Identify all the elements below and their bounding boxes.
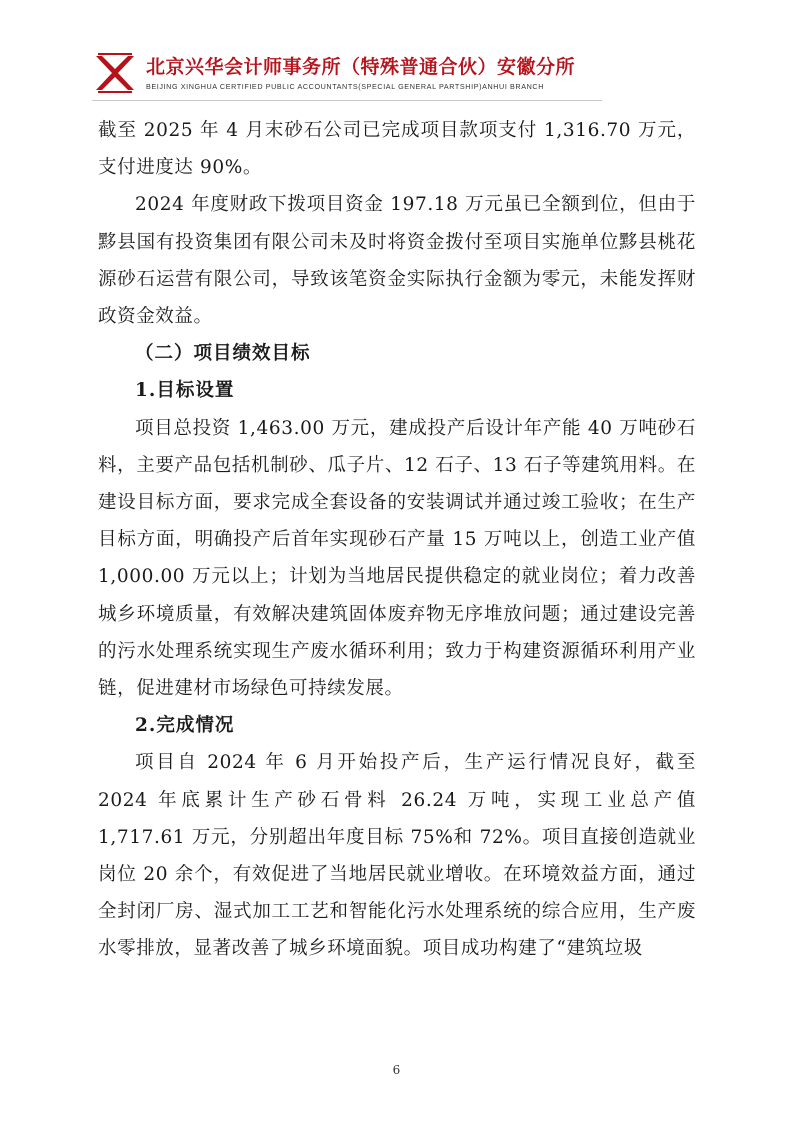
paragraph-completion: 项目自 2024 年 6 月开始投产后，生产运行情况良好，截至 2024 年底累计生产砂石骨料 26.24 万吨，实现工业总产值 1,717.61 万元，分别超出年度目标 75%和 72%。项目直接创造就业岗位 20 余个，有效促进了当地居民就业增收。在环境效益方面，通过全封闭厂房、湿式加工工艺和智能化污水处理系统的综合应用，生产废水零排放，显著改善了城乡环境面貌。项目成功构建了“建筑垃圾	[98, 752, 696, 960]
firm-name-cn: 北京兴华会计师事务所（特殊普通合伙）安徽分所	[146, 55, 576, 78]
firm-name-block	[146, 55, 575, 92]
letterhead	[92, 44, 600, 102]
paragraph-fund-allocation: 2024 年度财政下拨项目资金 197.18 万元虽已全额到位，但由于黟县国有投资集团有限公司未及时将资金拨付至项目实施单位黟县桃花源砂石运营有限公司，导致该笔资金实际执行金额为零元，未能发挥财政资金效益。	[98, 194, 696, 328]
paragraph-payment-progress: 截至 2025 年 4 月末砂石公司已完成项目款项支付 1,316.70 万元，支付进度达 90%。	[98, 120, 696, 179]
page-number: 6	[392, 1063, 401, 1077]
subheading-completion: 2.完成情况	[135, 715, 235, 737]
subheading-goal-setting: 1.目标设置	[135, 380, 235, 402]
xinghua-logo-icon	[92, 50, 138, 96]
paragraph-goal-setting: 项目总投资 1,463.00 万元，建成投产后设计年产能 40 万吨砂石料，主要产品包括机制砂、瓜子片、12 石子、13 石子等建筑用料。在建设目标方面，要求完成全套设备的安装调试并通过竣工验收；在生产目标方面，明确投产后首年实现砂石产量 15 万吨以上，创造工业产值 1,000.00 万元以上；计划为当地居民提供稳定的就业岗位；着力改善城乡环境质量，有效解决建筑固体废弃物无序堆放问题；通过建设完善的污水处理系统实现生产废水循环利用；致力于构建资源循环利用产业链，促进建材市场绿色可持续发展。	[98, 417, 696, 700]
firm-name-en: BEIJING XINGHUA CERTIFIED PUBLIC ACCOUNTANTS(SPECIAL GENERAL PARTSHIP)ANHUI BRANCH	[146, 81, 544, 91]
header-divider	[92, 100, 602, 101]
document-body	[98, 112, 696, 968]
section-heading-performance-goals: （二）项目绩效目标	[135, 343, 311, 365]
